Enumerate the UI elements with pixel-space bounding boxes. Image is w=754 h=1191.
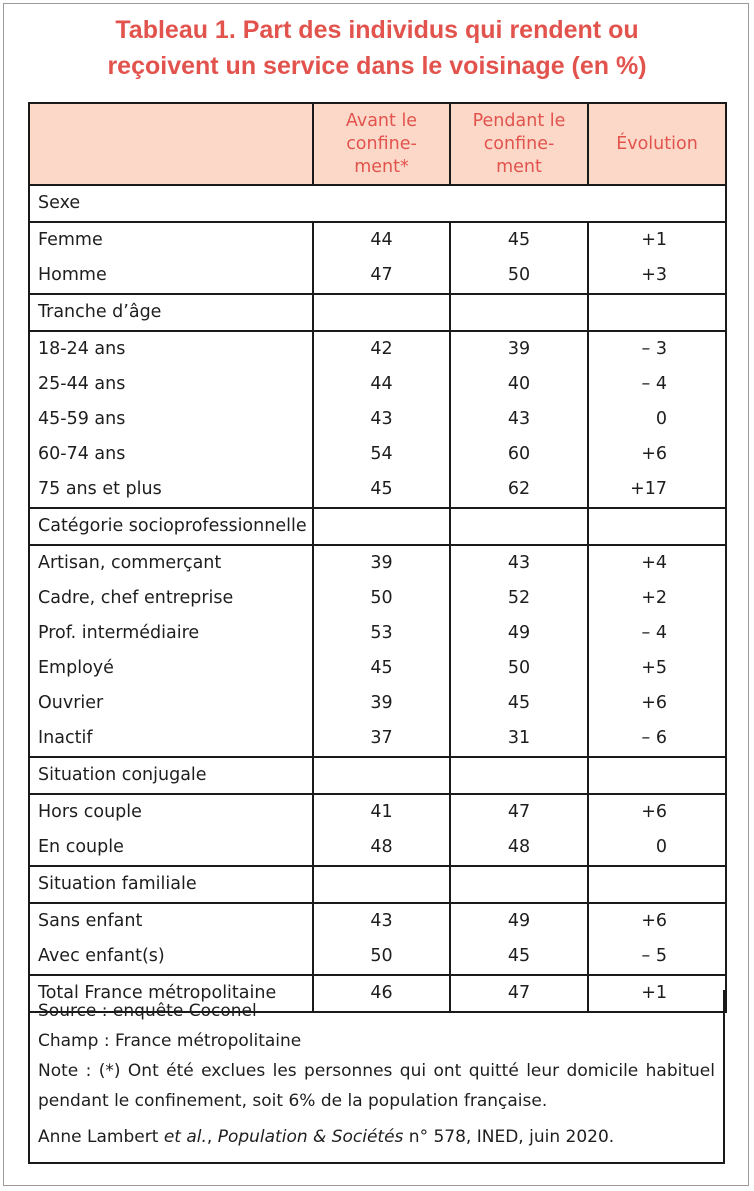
value-evolution: +1	[588, 222, 726, 258]
value-avant: 50	[313, 939, 450, 975]
value-pendant: 47	[450, 794, 588, 830]
credit-etal: et al.	[163, 1127, 207, 1147]
empty-cell	[450, 294, 588, 331]
section-header-row	[29, 757, 726, 794]
row-label: Employé	[29, 651, 313, 686]
table-row	[29, 794, 726, 830]
credit-line	[38, 1122, 715, 1152]
section-label: Situation conjugale	[29, 757, 313, 794]
value-avant: 54	[313, 437, 450, 472]
empty-cell	[588, 866, 726, 903]
value-avant: 44	[313, 367, 450, 402]
row-label: Ouvrier	[29, 686, 313, 721]
row-label: Homme	[29, 258, 313, 294]
value-avant: 39	[313, 545, 450, 581]
section-header-row	[29, 294, 726, 331]
champ-note: Champ : France métropolitaine	[38, 1031, 302, 1051]
table-row	[29, 721, 726, 757]
row-label: Cadre, chef entreprise	[29, 581, 313, 616]
row-label: Avec enfant(s)	[29, 939, 313, 975]
row-label: Sans enfant	[29, 903, 313, 939]
table-row	[29, 830, 726, 866]
title-line-1: Tableau 1. Part des individus qui rendent ou	[115, 16, 639, 44]
value-avant: 42	[313, 331, 450, 367]
value-pendant: 60	[450, 437, 588, 472]
value-evolution: – 4	[588, 616, 726, 651]
table-row	[29, 437, 726, 472]
title-line-2: reçoivent un service dans le voisinage (en %)	[107, 52, 647, 80]
header-pendant	[450, 103, 588, 185]
credit-author: Anne Lambert	[38, 1127, 164, 1147]
exclusion-note: Note : (*) Ont été exclues les personnes qui ont quitté leur domicile habituel pendant le confinement, soit 6% de la population française.	[38, 1061, 715, 1111]
total-evolution: +1	[588, 975, 726, 1012]
empty-cell	[450, 757, 588, 794]
value-pendant: 52	[450, 581, 588, 616]
value-evolution: +2	[588, 581, 726, 616]
value-evolution: – 5	[588, 939, 726, 975]
header-avant-text: Avant le confine- ment*	[345, 110, 418, 177]
value-avant: 43	[313, 903, 450, 939]
table-notes	[28, 990, 725, 1164]
table-row	[29, 616, 726, 651]
row-label: 25-44 ans	[29, 367, 313, 402]
value-pendant: 49	[450, 903, 588, 939]
table-row	[29, 258, 726, 294]
row-label: 18-24 ans	[29, 331, 313, 367]
value-evolution: +17	[588, 472, 726, 508]
section-label: Catégorie socioprofessionnelle	[29, 508, 313, 545]
row-label: Prof. intermédiaire	[29, 616, 313, 651]
value-pendant: 50	[450, 258, 588, 294]
value-avant: 48	[313, 830, 450, 866]
header-pendant-text: Pendant le confine- ment	[472, 110, 566, 177]
section-header-row	[29, 508, 726, 545]
section-label: Sexe	[29, 185, 726, 222]
empty-cell	[588, 508, 726, 545]
empty-cell	[313, 294, 450, 331]
value-evolution: +5	[588, 651, 726, 686]
value-pendant: 48	[450, 830, 588, 866]
row-label: 60-74 ans	[29, 437, 313, 472]
value-evolution: +6	[588, 903, 726, 939]
value-evolution: 0	[588, 830, 726, 866]
row-label: Inactif	[29, 721, 313, 757]
value-avant: 53	[313, 616, 450, 651]
table-title	[0, 12, 754, 84]
value-pendant: 62	[450, 472, 588, 508]
credit-journal: Population & Sociétés	[217, 1127, 404, 1147]
value-evolution: – 4	[588, 367, 726, 402]
table-row	[29, 903, 726, 939]
value-evolution: – 3	[588, 331, 726, 367]
table-row	[29, 581, 726, 616]
total-label: Total France métropolitaine	[29, 975, 313, 1012]
empty-cell	[313, 757, 450, 794]
credit-sep: ,	[206, 1127, 218, 1147]
value-evolution: +6	[588, 437, 726, 472]
table-row	[29, 222, 726, 258]
value-pendant: 40	[450, 367, 588, 402]
table-body	[29, 185, 726, 1012]
value-avant: 41	[313, 794, 450, 830]
value-avant: 37	[313, 721, 450, 757]
row-label: 45-59 ans	[29, 402, 313, 437]
header-row	[29, 103, 726, 185]
table-row	[29, 651, 726, 686]
table-row	[29, 367, 726, 402]
empty-cell	[588, 294, 726, 331]
row-label: Femme	[29, 222, 313, 258]
empty-cell	[313, 866, 450, 903]
table-row	[29, 545, 726, 581]
section-header-row	[29, 185, 726, 222]
section-label: Tranche d’âge	[29, 294, 313, 331]
value-avant: 45	[313, 651, 450, 686]
empty-cell	[588, 757, 726, 794]
data-table	[28, 102, 727, 1013]
value-evolution: +4	[588, 545, 726, 581]
table-row	[29, 939, 726, 975]
section-header-row	[29, 866, 726, 903]
table-row	[29, 331, 726, 367]
section-label: Situation familiale	[29, 866, 313, 903]
row-label: 75 ans et plus	[29, 472, 313, 508]
value-pendant: 45	[450, 939, 588, 975]
credit-rest: n° 578, INED, juin 2020.	[403, 1127, 615, 1147]
value-pendant: 43	[450, 545, 588, 581]
table-row	[29, 686, 726, 721]
row-label: Artisan, commerçant	[29, 545, 313, 581]
empty-cell	[450, 866, 588, 903]
value-pendant: 45	[450, 222, 588, 258]
header-evolution: Évolution	[588, 103, 726, 185]
value-pendant: 45	[450, 686, 588, 721]
value-pendant: 39	[450, 331, 588, 367]
value-evolution: 0	[588, 402, 726, 437]
value-pendant: 49	[450, 616, 588, 651]
table-row	[29, 472, 726, 508]
header-label-col	[29, 103, 313, 185]
empty-cell	[313, 508, 450, 545]
total-avant: 46	[313, 975, 450, 1012]
value-evolution: +6	[588, 794, 726, 830]
value-pendant: 50	[450, 651, 588, 686]
value-pendant: 43	[450, 402, 588, 437]
row-label: Hors couple	[29, 794, 313, 830]
value-avant: 45	[313, 472, 450, 508]
value-avant: 44	[313, 222, 450, 258]
value-avant: 39	[313, 686, 450, 721]
total-pendant: 47	[450, 975, 588, 1012]
table-row	[29, 402, 726, 437]
value-evolution: +3	[588, 258, 726, 294]
source-note: Source : enquête Coconel	[38, 1001, 257, 1021]
value-avant: 47	[313, 258, 450, 294]
value-evolution: – 6	[588, 721, 726, 757]
value-avant: 50	[313, 581, 450, 616]
value-evolution: +6	[588, 686, 726, 721]
header-avant	[313, 103, 450, 185]
value-pendant: 31	[450, 721, 588, 757]
value-avant: 43	[313, 402, 450, 437]
row-label: En couple	[29, 830, 313, 866]
empty-cell	[450, 508, 588, 545]
